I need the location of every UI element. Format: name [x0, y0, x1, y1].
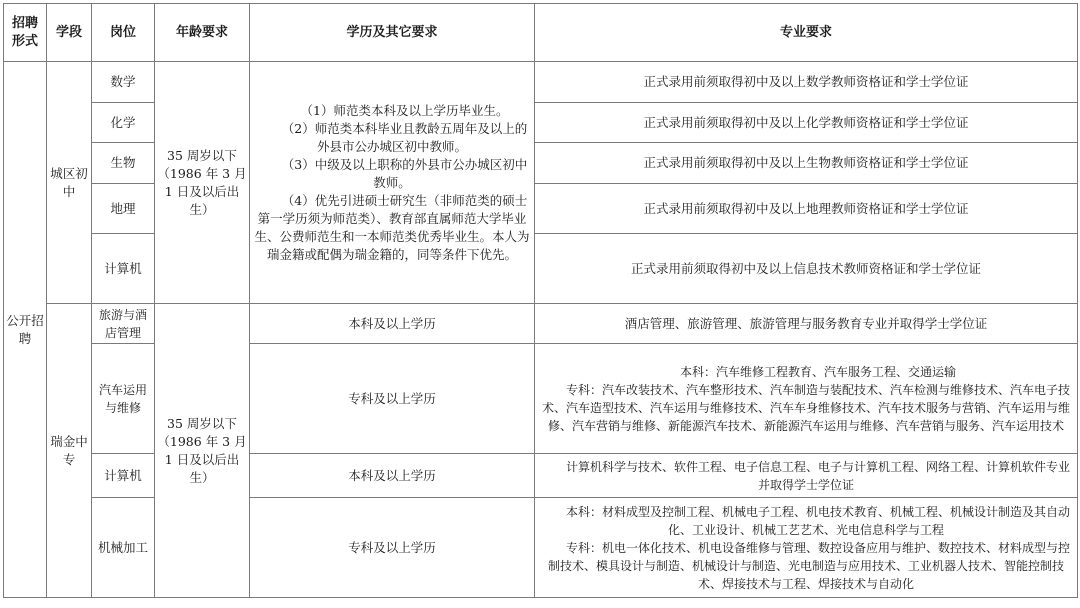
- table-row: [4, 304, 1078, 344]
- position-cell: 地理: [92, 184, 155, 234]
- education-cell: 专科及以上学历: [250, 344, 535, 454]
- position-cell: 机械加工: [92, 498, 155, 598]
- major-line: 本科：汽车维修工程教育、汽车服务工程、交通运输: [679, 364, 956, 379]
- education-line: （1）师范类本科及以上学历毕业生。: [300, 102, 509, 118]
- major-cell: [535, 498, 1078, 598]
- major-cell: 酒店管理、旅游管理、旅游管理与服务教育专业并取得学士学位证: [535, 304, 1078, 344]
- position-cell: 计算机: [92, 234, 155, 304]
- position-cell: 生物: [92, 143, 155, 184]
- position-cell: 旅游与酒店管理: [92, 304, 155, 344]
- education-line: （3）中级及以上职称的外县市公办城区初中教师。: [281, 156, 528, 190]
- position-cell: 数学: [92, 62, 155, 103]
- age-cell: 35 周岁以下（1986 年 3 月 1 日及以后出生）: [155, 62, 250, 304]
- education-cell: 本科及以上学历: [250, 304, 535, 344]
- major-line: 本科：材料成型及控制工程、机械电子工程、机电技术教育、机械工程、机械设计制造及其自动化、工业设计、机械工艺艺术、光电信息科学与工程: [565, 504, 1070, 537]
- major-cell: [535, 454, 1078, 498]
- stage-cell: 瑞金中专: [47, 304, 92, 598]
- header-row: [4, 4, 1078, 62]
- major-cell: 正式录用前须取得初中及以上生物教师资格证和学士学位证: [535, 143, 1078, 184]
- age-cell: 35 周岁以下（1986 年 3 月 1 日及以后出生）: [155, 304, 250, 598]
- education-cell: 本科及以上学历: [250, 454, 535, 498]
- header-major: 专业要求: [535, 4, 1078, 62]
- position-cell: 化学: [92, 103, 155, 143]
- major-cell: 正式录用前须取得初中及以上数学教师资格证和学士学位证: [535, 62, 1078, 103]
- recruitment-table: [3, 3, 1078, 598]
- position-cell: 汽车运用与维修: [92, 344, 155, 454]
- header-position: 岗位: [92, 4, 155, 62]
- header-stage: 学段: [47, 4, 92, 62]
- major-cell: 正式录用前须取得初中及以上信息技术教师资格证和学士学位证: [535, 234, 1078, 304]
- education-line: （2）师范类本科毕业且教龄五周年及以上的外县市公办城区初中教师。: [281, 120, 528, 154]
- header-education: 学历及其它要求: [250, 4, 535, 62]
- education-line: （4）优先引进硕士研究生（非师范类的硕士第一学历须为师范类）、教育部直属师范大学毕业生、公费师范生和一本师范类优秀毕业生。本人为瑞金籍或配偶为瑞金籍的，同等条件下优先。: [254, 192, 530, 262]
- major-line: 计算机科学与技术、软件工程、电子信息工程、电子与计算机工程、网络工程、计算机软件专业并取得学士学位证: [565, 459, 1070, 492]
- major-cell: 正式录用前须取得初中及以上地理教师资格证和学士学位证: [535, 184, 1078, 234]
- form-cell: 公开招聘: [4, 62, 47, 598]
- education-cell: 专科及以上学历: [250, 498, 535, 598]
- header-age: 年龄要求: [155, 4, 250, 62]
- major-line: 专科：汽车改装技术、汽车整形技术、汽车制造与装配技术、汽车检测与维修技术、汽车电子技术、汽车造型技术、汽车运用与维修技术、汽车车身维修技术、汽车技术服务与营销、汽车运用与维修、汽车营销与维修、新能源汽车技术、新能源汽车运用与维修、汽车营销与服务、汽车运用技术: [541, 382, 1070, 433]
- major-cell: [535, 344, 1078, 454]
- education-cell: [250, 62, 535, 304]
- table-row: [4, 62, 1078, 103]
- position-cell: 计算机: [92, 454, 155, 498]
- major-cell: 正式录用前须取得初中及以上化学教师资格证和学士学位证: [535, 103, 1078, 143]
- header-form: 招聘形式: [4, 4, 47, 62]
- stage-cell: 城区初中: [47, 62, 92, 304]
- major-line: 专科：机电一体化技术、机电设备维修与管理、数控设备应用与维护、数控技术、材料成型与控制技术、模具设计与制造、机械设计与制造、光电制造与应用技术、工业机器人技术、智能控制技术、焊接技术与工程、焊接技术与自动化: [547, 540, 1070, 591]
